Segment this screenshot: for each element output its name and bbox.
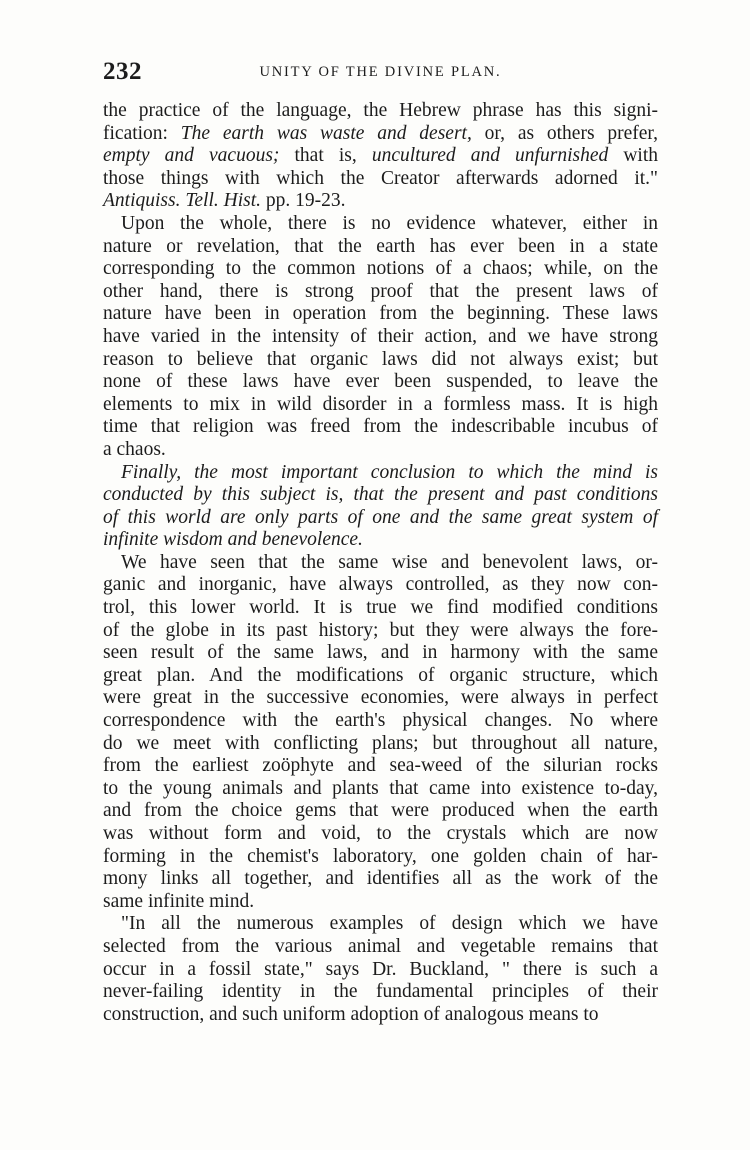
body-text	[103, 100, 658, 1026]
text-line	[103, 1004, 658, 1027]
text-run: time that religion was freed from the indescribable incubus of	[103, 416, 658, 438]
text-run: never-failing identity in the fundamental principles of their	[103, 981, 658, 1003]
italic-text: of this world are only parts of one and the same great system of	[103, 506, 658, 528]
text-run: and from the choice gems that were produced when the earth	[103, 800, 658, 822]
italic-text: The earth was waste and desert,	[180, 122, 472, 144]
text-line	[103, 529, 658, 552]
text-line	[103, 349, 658, 372]
italic-text: conducted by this subject is, that the present and past conditions	[103, 484, 658, 506]
text-run: of the globe in its past history; but they were always the fore-	[103, 619, 658, 641]
text-line	[103, 416, 658, 439]
text-line	[103, 281, 658, 304]
text-run: nature or revelation, that the earth has ever been in a state	[103, 235, 658, 257]
text-line	[103, 981, 658, 1004]
text-line	[103, 733, 658, 756]
text-run: the practice of the language, the Hebrew phrase has this signi-	[103, 100, 658, 121]
text-run: were great in the successive economies, were always in perfect	[103, 687, 658, 709]
text-line	[103, 800, 658, 823]
text-run: with	[608, 145, 659, 167]
text-line	[103, 100, 658, 123]
text-run: ganic and inorganic, have always controlled, as they now con-	[103, 574, 658, 596]
text-run: that is,	[279, 145, 372, 167]
text-run: have varied in the intensity of their action, and we have strong	[103, 325, 658, 347]
text-run: construction, and such uniform adoption of analogous means to	[103, 1003, 599, 1025]
text-run: was without form and void, to the crystals which are now	[103, 823, 658, 844]
text-line	[103, 236, 658, 259]
text-run: correspondence with the earth's physical changes. No where	[103, 710, 658, 732]
text-run: from the earliest zoöphyte and sea-weed of the silurian rocks	[103, 755, 658, 777]
italic-text: infinite wisdom and benevolence.	[103, 529, 363, 551]
text-line	[103, 823, 658, 846]
text-line	[103, 913, 658, 936]
page-header	[103, 58, 658, 90]
text-run: a chaos.	[103, 438, 166, 460]
text-run: those things with which the Creator afterwards adorned it."	[103, 167, 658, 189]
text-line	[103, 936, 658, 959]
text-line	[103, 145, 658, 168]
text-line	[103, 552, 658, 575]
text-line	[103, 710, 658, 733]
text-line	[103, 665, 658, 688]
text-run: reason to believe that organic laws did not always exist; but	[103, 348, 658, 370]
text-run: "In all the numerous examples of design which we have	[121, 913, 658, 935]
page-number: 232	[103, 58, 142, 85]
text-line	[103, 303, 658, 326]
paragraph	[103, 462, 658, 552]
italic-text: empty and vacuous;	[103, 145, 280, 167]
text-line	[103, 846, 658, 869]
text-run: to the young animals and plants that came into existence to-day,	[103, 777, 658, 799]
italic-text: uncultured and unfurnished	[371, 145, 609, 167]
text-line	[103, 755, 658, 778]
text-line	[103, 394, 658, 417]
text-run: great plan. And the modifications of organic structure, which	[103, 664, 658, 686]
text-run: nature have been in operation from the beginning. These laws	[103, 303, 658, 325]
text-line	[103, 507, 658, 530]
text-line	[103, 123, 658, 146]
text-line	[103, 439, 658, 462]
text-run: or, as others prefer,	[471, 122, 658, 144]
text-line	[103, 371, 658, 394]
text-run: same infinite mind.	[103, 890, 255, 912]
text-line	[103, 574, 658, 597]
text-run: seen result of the same laws, and in harmony with the same	[103, 642, 658, 664]
text-line	[103, 597, 658, 620]
text-line	[103, 778, 658, 801]
text-run: selected from the various animal and vegetable remains that	[103, 935, 658, 957]
text-run: We have seen that the same wise and benevolent laws, or-	[121, 551, 658, 573]
text-line	[103, 620, 658, 643]
text-line	[103, 190, 658, 213]
text-run: pp. 19-23.	[261, 190, 346, 212]
running-title: UNITY OF THE DIVINE PLAN.	[259, 64, 502, 80]
paragraph	[103, 552, 658, 914]
text-line	[103, 462, 658, 485]
text-line	[103, 959, 658, 982]
text-line	[103, 326, 658, 349]
paragraph	[103, 213, 658, 462]
text-run: mony links all together, and identifies all as the work of the	[103, 868, 658, 890]
text-run: forming in the chemist's laboratory, one golden chain of har-	[103, 845, 658, 867]
text-run: trol, this lower world. It is true we find modified conditions	[103, 597, 658, 619]
text-run: other hand, there is strong proof that the present laws of	[103, 280, 658, 302]
italic-text: Finally, the most important conclusion to which the mind is	[121, 461, 658, 483]
paragraph	[103, 100, 658, 213]
text-run: none of these laws have ever been suspended, to leave the	[103, 371, 658, 393]
text-run: Upon the whole, there is no evidence whatever, either in	[121, 212, 658, 234]
italic-text: Antiquiss. Tell. Hist.	[103, 190, 262, 212]
text-line	[103, 687, 658, 710]
text-run: do we meet with conflicting plans; but throughout all nature,	[103, 732, 658, 754]
text-run: elements to mix in wild disorder in a formless mass. It is high	[103, 393, 658, 415]
text-line	[103, 168, 658, 191]
text-line	[103, 484, 658, 507]
text-line	[103, 258, 658, 281]
text-line	[103, 213, 658, 236]
text-run: corresponding to the common notions of a chaos; while, on the	[103, 258, 658, 280]
paragraph	[103, 913, 658, 1026]
text-line	[103, 868, 658, 891]
text-run: fication:	[103, 122, 181, 144]
text-line	[103, 642, 658, 665]
text-line	[103, 891, 658, 914]
text-run: occur in a fossil state," says Dr. Buckland, " there is such a	[103, 958, 658, 980]
